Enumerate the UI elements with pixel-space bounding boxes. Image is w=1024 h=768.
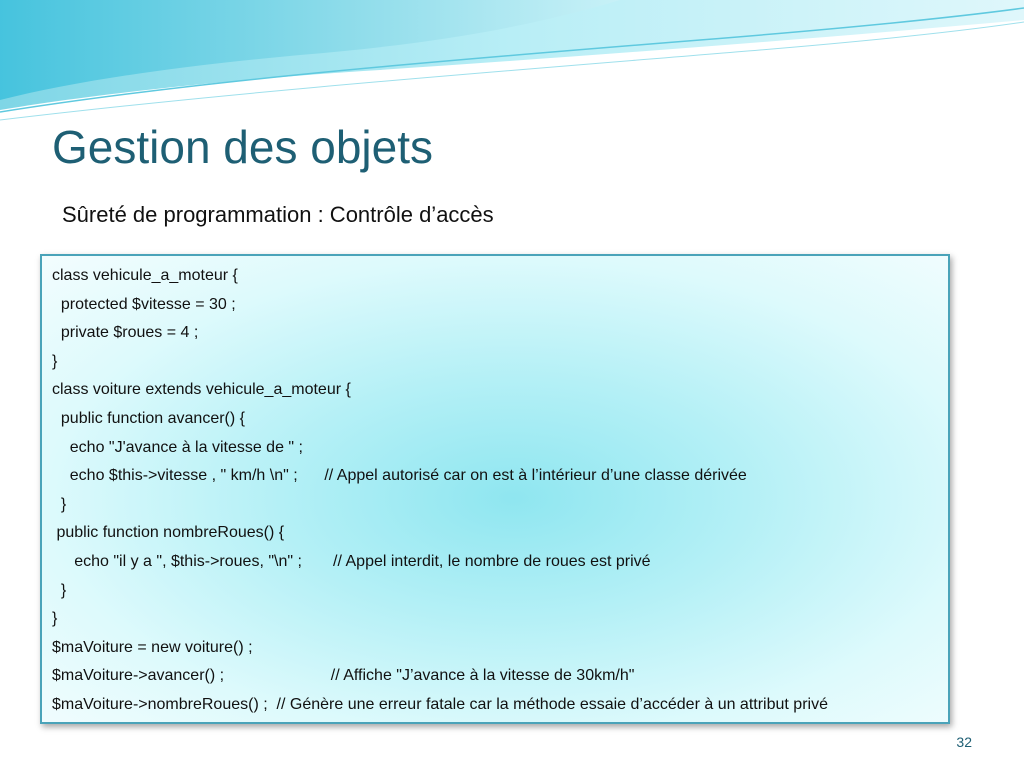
page-number: 32 — [956, 734, 972, 750]
code-line: private $roues = 4 ; — [52, 324, 199, 342]
code-line: $maVoiture = new voiture() ; — [52, 638, 253, 656]
code-line: } — [52, 581, 67, 599]
code-line: class voiture extends vehicule_a_moteur { — [52, 381, 351, 399]
code-line: $maVoiture->avancer() ; // Affiche "J’avance à la vitesse de 30km/h" — [52, 667, 635, 685]
code-line: $maVoiture->nombreRoues() ; // Génère une erreur fatale car la méthode essaie d’accéder à un attribut privé — [52, 695, 828, 713]
code-line: echo "J'avance à la vitesse de " ; — [52, 438, 303, 456]
code-line: echo $this->vitesse , " km/h \n" ; // Appel autorisé car on est à l’intérieur d’une classe dérivée — [52, 467, 747, 485]
code-line: } — [52, 495, 67, 513]
code-block — [40, 254, 950, 724]
slide-title: Gestion des objets — [52, 121, 434, 173]
code-line: class vehicule_a_moteur { — [52, 267, 238, 284]
code-line: public function avancer() { — [52, 409, 245, 427]
code-line: } — [52, 352, 58, 370]
code-line: } — [52, 610, 58, 628]
code-line: public function nombreRoues() { — [52, 524, 285, 542]
header-wave-decoration — [0, 0, 1024, 130]
slide-subtitle: Sûreté de programmation : Contrôle d’accès — [62, 202, 494, 227]
code-line: echo "il y a ", $this->roues, "\n" ; // Appel interdit, le nombre de roues est privé — [52, 552, 651, 570]
code-line: protected $vitesse = 30 ; — [52, 295, 236, 313]
